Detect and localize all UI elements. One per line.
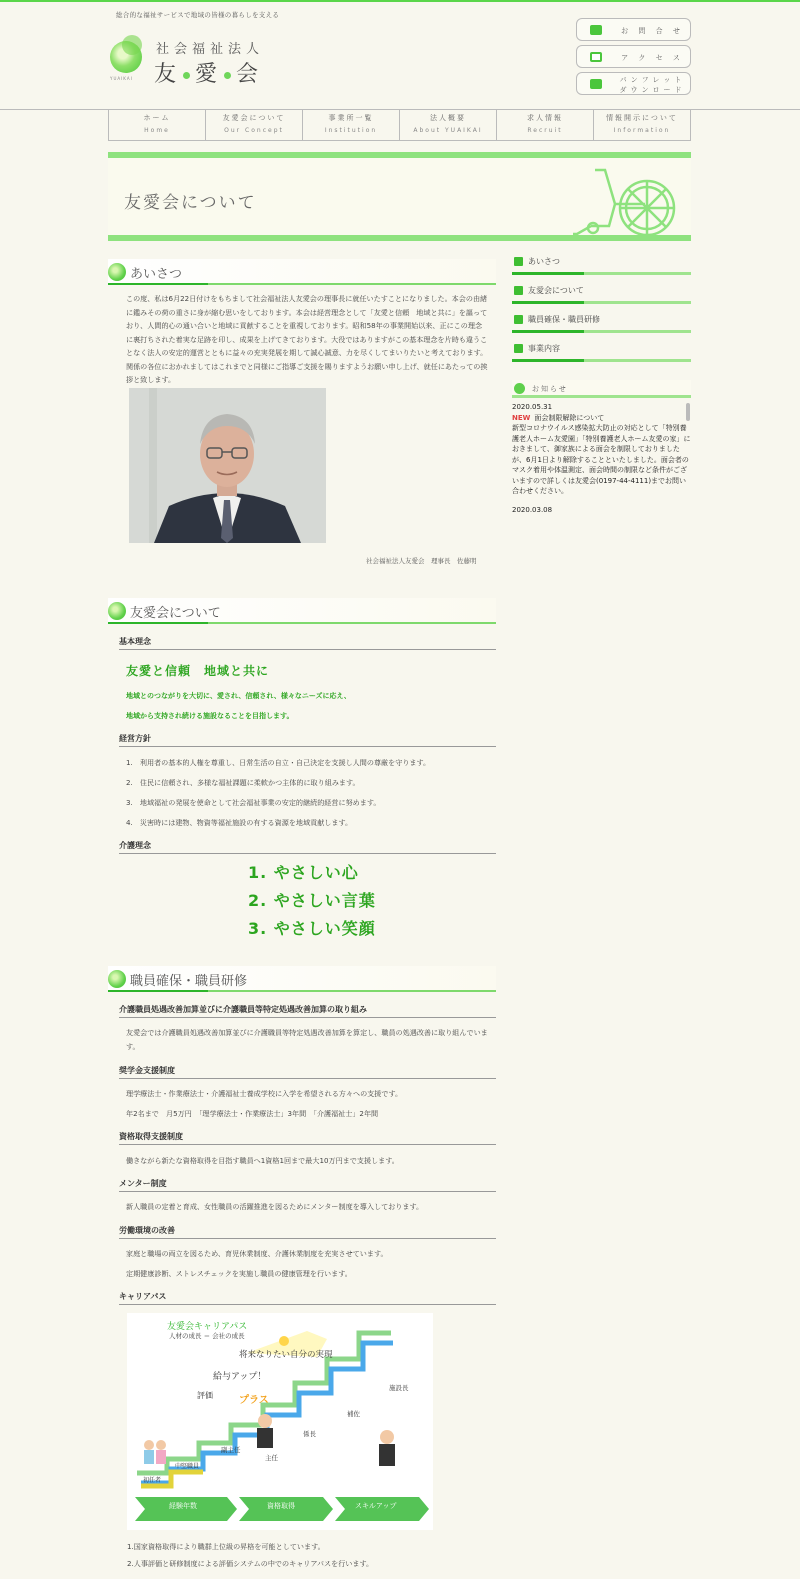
logo-char: 友 [154, 62, 179, 87]
career-path-illustration [127, 1313, 433, 1530]
nav-label: 求人情報 [527, 114, 563, 122]
career-arrow-label: 経験年数 [169, 1502, 197, 1510]
sidebar-item-greeting[interactable] [512, 254, 691, 275]
nav-information[interactable] [594, 110, 691, 140]
logo-dot [183, 72, 190, 79]
news-title: お知らせ [532, 385, 568, 393]
greeting-signature: 社会福祉法人友愛会 理事長 佐藤明 [366, 557, 477, 565]
news-date: 2020.05.31 [512, 403, 553, 411]
sidebar-label: 職員確保・職員研修 [528, 315, 600, 324]
care-philosophy-heading: 介護理念 [119, 840, 496, 854]
basic-philosophy-heading: 基本理念 [119, 636, 496, 650]
logo-org-type: 社会福祉法人 [156, 42, 265, 57]
career-plus: プラス [239, 1395, 269, 1406]
logo-mark-accent [122, 35, 142, 55]
top-accent-line [0, 0, 800, 2]
new-badge: NEW [512, 413, 531, 422]
logo-dot [224, 72, 231, 79]
pamphlet-label: パンフレット ダウンロード [619, 76, 686, 94]
sidebar-item-about[interactable] [512, 283, 691, 304]
staff-text: 年2名まで 月5万円 「理学療法士・作業療法士」3年間 「介護福祉士」2年間 [126, 1109, 379, 1118]
policy-item: 4. 災害時には建物、物資等福祉施設の有する資源を地域貢献します。 [126, 818, 353, 827]
section-title: 友愛会について [130, 606, 221, 621]
header-accent [108, 622, 208, 624]
career-note: 1.国家資格取得により職群上位級の昇格を可能としています。 [127, 1542, 325, 1551]
sidebar-label: 友愛会について [528, 286, 584, 295]
career-goal: 将来なりたい自分の実現 [239, 1350, 333, 1360]
access-label: ア ク セ ス [621, 54, 684, 62]
nav-sublabel: Home [144, 127, 170, 134]
news-header [512, 380, 691, 398]
section-header-greeting [108, 259, 496, 285]
career-step: 中堅職員 [175, 1463, 200, 1470]
site-tagline: 総合的な福祉サービスで地域の皆様の暮らしを支える [116, 11, 280, 19]
career-arrow-label: スキルアップ [355, 1502, 397, 1510]
staff-subheading: メンター制度 [119, 1178, 496, 1192]
care-item: 1. やさしい心 [248, 863, 359, 882]
sidebar-accent [512, 359, 584, 362]
green-ball-icon [108, 602, 126, 620]
sidebar-accent [512, 301, 584, 304]
site-logo[interactable] [108, 24, 298, 94]
career-step: 初任者 [143, 1477, 162, 1484]
logo-name [154, 57, 260, 88]
care-item: 2. やさしい言葉 [248, 891, 376, 910]
policy-item: 1. 利用者の基本的人権を尊重し、日常生活の自立・自己決定を支援し人間の尊厳を守ります。 [126, 758, 431, 767]
sidebar-label: 事業内容 [528, 344, 560, 353]
staff-text: 働きながら新たな資格取得を目指す職員へ1資格1回まで最大10万円まで支援します。 [126, 1156, 399, 1165]
career-pay: 給与アップ！ [213, 1372, 267, 1382]
section-title: あいさつ [130, 267, 183, 282]
news-title-text: 面会制限解除について [534, 413, 605, 422]
management-policy-heading: 経営方針 [119, 733, 496, 747]
wheelchair-icon [565, 162, 685, 238]
nav-institution[interactable] [303, 110, 400, 140]
map-icon [590, 52, 602, 62]
career-step: 主任 [265, 1454, 278, 1462]
mail-icon [590, 25, 602, 35]
policy-item: 2. 住民に信頼され、多様な福祉課題に柔軟かつ主体的に取り組みます。 [126, 778, 360, 787]
news-list[interactable] [512, 402, 691, 512]
sidebar-item-staff[interactable] [512, 312, 691, 333]
arrow-icon [514, 315, 523, 324]
arrow-icon [514, 286, 523, 295]
green-ball-icon [514, 383, 525, 394]
green-ball-icon [108, 970, 126, 988]
staff-text: 定期健康診断、ストレスチェックを実施し職員の健康管理を行います。 [126, 1269, 352, 1278]
sidebar-item-business[interactable] [512, 341, 691, 362]
pamphlet-download-button[interactable] [576, 72, 691, 95]
header-accent [108, 990, 208, 992]
staff-text: 新人職員の定着と育成、女性職員の活躍推進を図るためにメンター制度を導入しております。 [126, 1202, 424, 1211]
contact-button[interactable] [576, 18, 691, 41]
motto-line: 地域から支持され続ける施設なることを目指します。 [126, 712, 294, 720]
book-icon [590, 79, 602, 89]
career-title: 友愛会キャリアパス [167, 1322, 248, 1332]
chairman-photo [129, 388, 326, 543]
news-item-title[interactable] [512, 413, 691, 424]
section-title: 職員確保・職員研修 [130, 974, 248, 989]
section-header-about [108, 598, 496, 624]
staff-text: 家庭と職場の両立を図るため、育児休業制度、介護休業制度を充実させています。 [126, 1249, 388, 1258]
nav-label: 情報開示について [606, 114, 678, 122]
access-button[interactable] [576, 45, 691, 68]
nav-recruit[interactable] [497, 110, 594, 140]
staff-text: 友愛会では介護職員処遇改善加算並びに介護職員等特定処遇改善加算を算定し、職員の処遇改善に取り組んでいます。 [126, 1028, 488, 1051]
career-eval: 評価 [197, 1391, 213, 1400]
staff-subheading: 介護職員処遇改善加算並びに介護職員等特定処遇改善加算の取り組み [119, 1004, 496, 1018]
nav-sublabel: About YUAIKAI [413, 127, 483, 134]
nav-sublabel: Institution [324, 127, 378, 134]
page-title: 友愛会について [124, 193, 257, 213]
news-scrollbar[interactable] [686, 403, 690, 421]
career-subtitle: 人材の成長 ＝ 会社の成長 [169, 1332, 245, 1340]
staff-subheading: 資格取得支援制度 [119, 1131, 496, 1145]
contact-label: お 問 合 せ [621, 27, 684, 35]
motto-line: 地域とのつながりを大切に、愛され、信頼され、様々なニーズに応え、 [126, 692, 351, 700]
news-date: 2020.03.08 [512, 505, 553, 512]
nav-sublabel: Our Concept [224, 127, 284, 134]
staff-text: 理学療法士・作業療法士・介護福祉士養成学校に入学を希望される方々への支援です。 [126, 1089, 403, 1098]
care-item: 3. やさしい笑顔 [248, 919, 376, 938]
nav-label: 友愛会について [222, 114, 286, 122]
career-step: 補佐 [347, 1410, 360, 1418]
green-ball-icon [108, 263, 126, 281]
sidebar-accent [512, 272, 584, 275]
nav-concept[interactable] [206, 110, 303, 140]
motto: 友愛と信頼 地域と共に [126, 664, 270, 678]
career-step: 係長 [303, 1430, 316, 1438]
career-step: 施設長 [389, 1384, 409, 1392]
staff-subheading: 奨学金支援制度 [119, 1065, 496, 1079]
career-stairs [127, 1313, 433, 1530]
sidebar-label: あいさつ [528, 257, 560, 266]
logo-char: 会 [236, 62, 261, 87]
nav-label: 事業所一覧 [328, 114, 374, 122]
staff-subheading: 労働環境の改善 [119, 1225, 496, 1239]
nav-home[interactable] [109, 110, 206, 140]
nav-sublabel: Recruit [527, 127, 563, 134]
news-body: 新型コロナウイルス感染拡大防止の対応として「特別養護老人ホーム友愛園」「特別養護老人ホーム友愛の家」におきまして、御家族による面会を制限しておりましたが、6月1日より解除することといたしました。面会者のマスク着用や体温測定、面会時間の制限など条件がございますので詳しくは友愛会(0197-44-4111)までお問い合わせください。 [512, 424, 691, 495]
page-hero [108, 152, 691, 241]
logo-sub: YUAIKAI [110, 76, 133, 81]
arrow-icon [514, 344, 523, 353]
chairman-portrait [129, 388, 326, 543]
arrow-icon [514, 257, 523, 266]
career-step: 副主任 [221, 1446, 241, 1454]
logo-char: 愛 [195, 62, 220, 87]
nav-label: ホーム [143, 114, 171, 122]
section-header-staff [108, 966, 496, 992]
header-accent [108, 283, 208, 285]
policy-item: 3. 地域福祉の発展を使命として社会福祉事業の安定的継続的経営に努めます。 [126, 798, 381, 807]
career-arrow-label: 資格取得 [267, 1502, 295, 1510]
global-nav [108, 110, 691, 141]
greeting-text: この度、私は6月22日付けをもちまして社会福祉法人友愛会の理事長に就任いたすことになりました。本会の由緒に鑑みその荷の重さに身が縮む思いをしております。本会は経営理念として「友愛と信頼 地域と共に」を謳っており、人間的心の通い合いと地域に貢献することを重視しております。昭和58年の事業開始以来、正にこの理念に裏打ちされた着実な足跡を印し、成果を上げてきております。大役ではありますがこの基本理念を片時も違うことなく法人の安定的運営とともに益々の充実発展を期して誠心誠意、力を尽くしてまいりたいと考えております。関係の各位におかれましてはこれまでと同様にご指導ご支援を賜りますようお願い申し上げ、就任にあたっての挨拶と致します。 [126, 294, 488, 384]
staff-subheading: キャリアパス [119, 1291, 496, 1305]
sidebar-accent [512, 330, 584, 333]
nav-label: 法人概要 [430, 114, 466, 122]
nav-about[interactable] [400, 110, 497, 140]
career-note: 2.人事評価と研修制度による評価システムの中でのキャリアパスを行います。 [127, 1559, 374, 1568]
nav-sublabel: Information [613, 127, 671, 134]
